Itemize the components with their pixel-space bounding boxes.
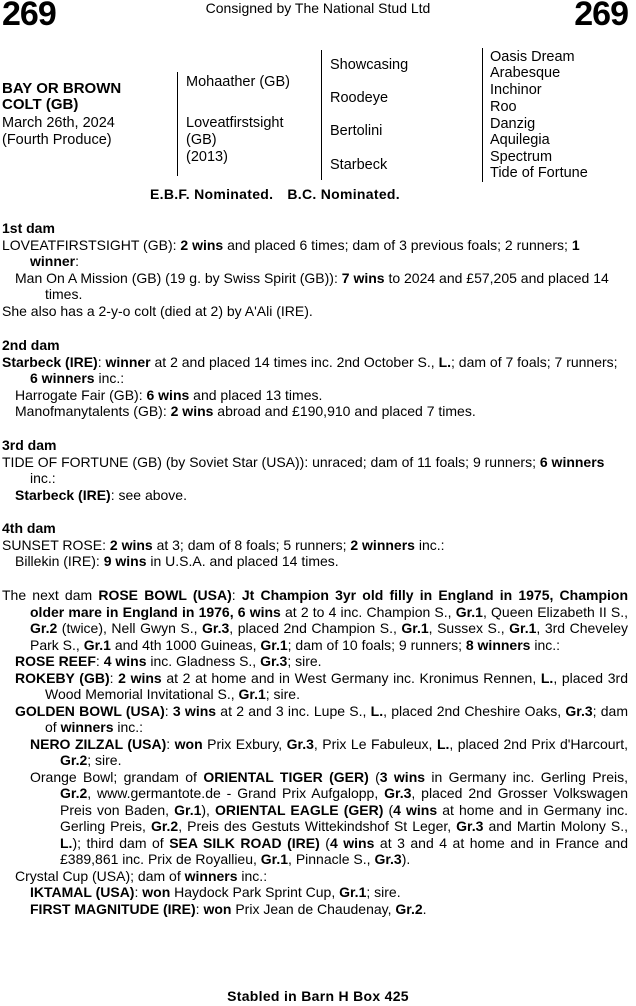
great-grandparent: Tide of Fortune — [490, 165, 588, 181]
dam-name-2: (GB) — [186, 132, 217, 148]
lot-number-left: 269 — [2, 0, 56, 33]
grandparent: Showcasing — [330, 57, 409, 73]
ebf-nomination: E.B.F. Nominated. — [150, 186, 274, 202]
great-grandparent: Arabesque — [490, 65, 561, 81]
section-paragraph: Starbeck (IRE): see above. — [15, 486, 187, 503]
great-grandparent: Inchinor — [490, 82, 542, 98]
great-grandparent: Oasis Dream — [490, 49, 575, 65]
pedigree-divider-2 — [321, 50, 322, 180]
dam-name-3: (2013) — [186, 149, 228, 165]
next-dam-section — [2, 587, 628, 917]
section-paragraph: Harrogate Fair (GB): 6 wins and placed 13 times. — [15, 386, 323, 403]
nominations — [150, 186, 414, 202]
produce-note: (Fourth Produce) — [2, 132, 112, 148]
section-paragraph: The next dam ROSE BOWL (USA): Jt Champion 3yr old filly in England in 1975, Champion older mare in England in 1976, 6 wins at 2 to 4 inc. Champion S., Gr.1, Queen Elizabeth II S., Gr.2 (twice), Nell Gwyn S., Gr.3, placed 2nd Champion S., Gr.1, Sussex S., Gr.1, 3rd Cheveley Park S., Gr.1 and 4th 1000 Guineas, Gr.1; dam of 10 foals; 9 runners; 8 winners inc.: — [2, 587, 629, 653]
grandparent: Bertolini — [330, 123, 383, 139]
section-paragraph: NERO ZILZAL (USA): won Prix Exbury, Gr.3, Prix Le Fabuleux, L., placed 2nd Prix d'Harcourt, Gr.2; sire. — [30, 735, 628, 768]
grandparent: Roodeye — [330, 90, 389, 106]
section-heading: 3rd dam — [2, 437, 57, 453]
fourth-dam-section — [2, 520, 628, 570]
section-paragraph: Starbeck (IRE): winner at 2 and placed 14 times inc. 2nd October S., L.; dam of 7 foals; 7 runners; 6 winners inc.: — [2, 353, 618, 386]
section-paragraph: Man On A Mission (GB) (19 g. by Swiss Spirit (GB)): 7 wins to 2024 and £57,205 and placed 14 times. — [15, 269, 609, 302]
section-paragraph: ROKEBY (GB): 2 wins at 2 at home and in West Germany inc. Kronimus Rennen, L., placed 3rd Wood Memorial Invitational S., Gr.1; sire. — [15, 669, 628, 702]
section-paragraph: ROSE REEF: 4 wins inc. Gladness S., Gr.3; sire. — [15, 653, 322, 669]
horse-title-2: COLT (GB) — [2, 96, 79, 113]
section-paragraph: FIRST MAGNITUDE (IRE): won Prix Jean de Chaudenay, Gr.2. — [30, 900, 427, 917]
section-paragraph: GOLDEN BOWL (USA): 3 wins at 2 and 3 inc. Lupe S., L., placed 2nd Cheshire Oaks, Gr.3; dam of winners inc.: — [15, 702, 629, 735]
great-grandparent: Roo — [490, 99, 517, 115]
section-paragraph: Billekin (IRE): 9 wins in U.S.A. and placed 14 times. — [15, 553, 339, 569]
section-heading: 1st dam — [2, 220, 55, 236]
section-paragraph: Crystal Cup (USA); dam of winners inc.: — [15, 867, 268, 884]
stabling-info: Stabled in Barn H Box 425 — [227, 988, 409, 1004]
section-paragraph: She also has a 2-y-o colt (died at 2) by A'Ali (IRE). — [2, 302, 313, 319]
dam-name-1: Loveatfirstsight — [186, 115, 284, 131]
consignor: Consigned by The National Stud Ltd — [205, 0, 431, 16]
section-paragraph: SUNSET ROSE: 2 wins at 3; dam of 8 foals; 5 runners; 2 winners inc.: — [2, 536, 445, 553]
pedigree-divider-1 — [177, 72, 178, 176]
grandparent: Starbeck — [330, 157, 388, 173]
section-paragraph: Orange Bowl; grandam of ORIENTAL TIGER (GER) (3 wins in Germany inc. Gerling Preis, Gr.2, www.germantote.de - Grand Prix Aufgalopp, Gr.3, placed 2nd Grosser Volkswagen Preis von Baden, Gr.1), ORIENTAL EAGLE (GER) (4 wins at home and in Germany inc. Gerling Preis, Gr.2, Preis des Gestuts Wittekindshof St Leger, Gr.3 and Martin Molony S., L.); third dam of SEA SILK ROAD (IRE) (4 wins at 3 and 4 at home and in France and £389,861 inc. Prix de Royallieu, Gr.1, Pinnacle S., Gr.3). — [30, 768, 629, 867]
foaled-date: March 26th, 2024 — [2, 115, 115, 131]
section-heading: 2nd dam — [2, 337, 60, 353]
section-heading: 4th dam — [2, 520, 56, 536]
section-paragraph: LOVEATFIRSTSIGHT (GB): 2 wins and placed 6 times; dam of 3 previous foals; 2 runners; 1 winner: — [2, 236, 580, 269]
great-grandparent: Spectrum — [490, 149, 553, 165]
section-paragraph: Manofmanytalents (GB): 2 wins abroad and £190,910 and placed 7 times. — [15, 403, 476, 419]
bc-nomination: B.C. Nominated. — [287, 186, 400, 202]
horse-title-1: BAY OR BROWN — [2, 80, 122, 97]
third-dam-section — [2, 437, 628, 503]
great-grandparent: Aquilegia — [490, 132, 550, 148]
first-dam-section — [2, 220, 628, 319]
second-dam-section — [2, 337, 628, 420]
section-paragraph: IKTAMAL (USA): won Haydock Park Sprint Cup, Gr.1; sire. — [30, 884, 401, 900]
pedigree-divider-3 — [482, 48, 483, 182]
section-paragraph: TIDE OF FORTUNE (GB) (by Soviet Star (USA)): unraced; dam of 11 foals; 9 runners; 6 winners inc.: — [2, 453, 605, 486]
great-grandparent: Danzig — [490, 116, 536, 132]
sire-name: Mohaather (GB) — [186, 74, 290, 90]
lot-number-right: 269 — [574, 0, 628, 33]
